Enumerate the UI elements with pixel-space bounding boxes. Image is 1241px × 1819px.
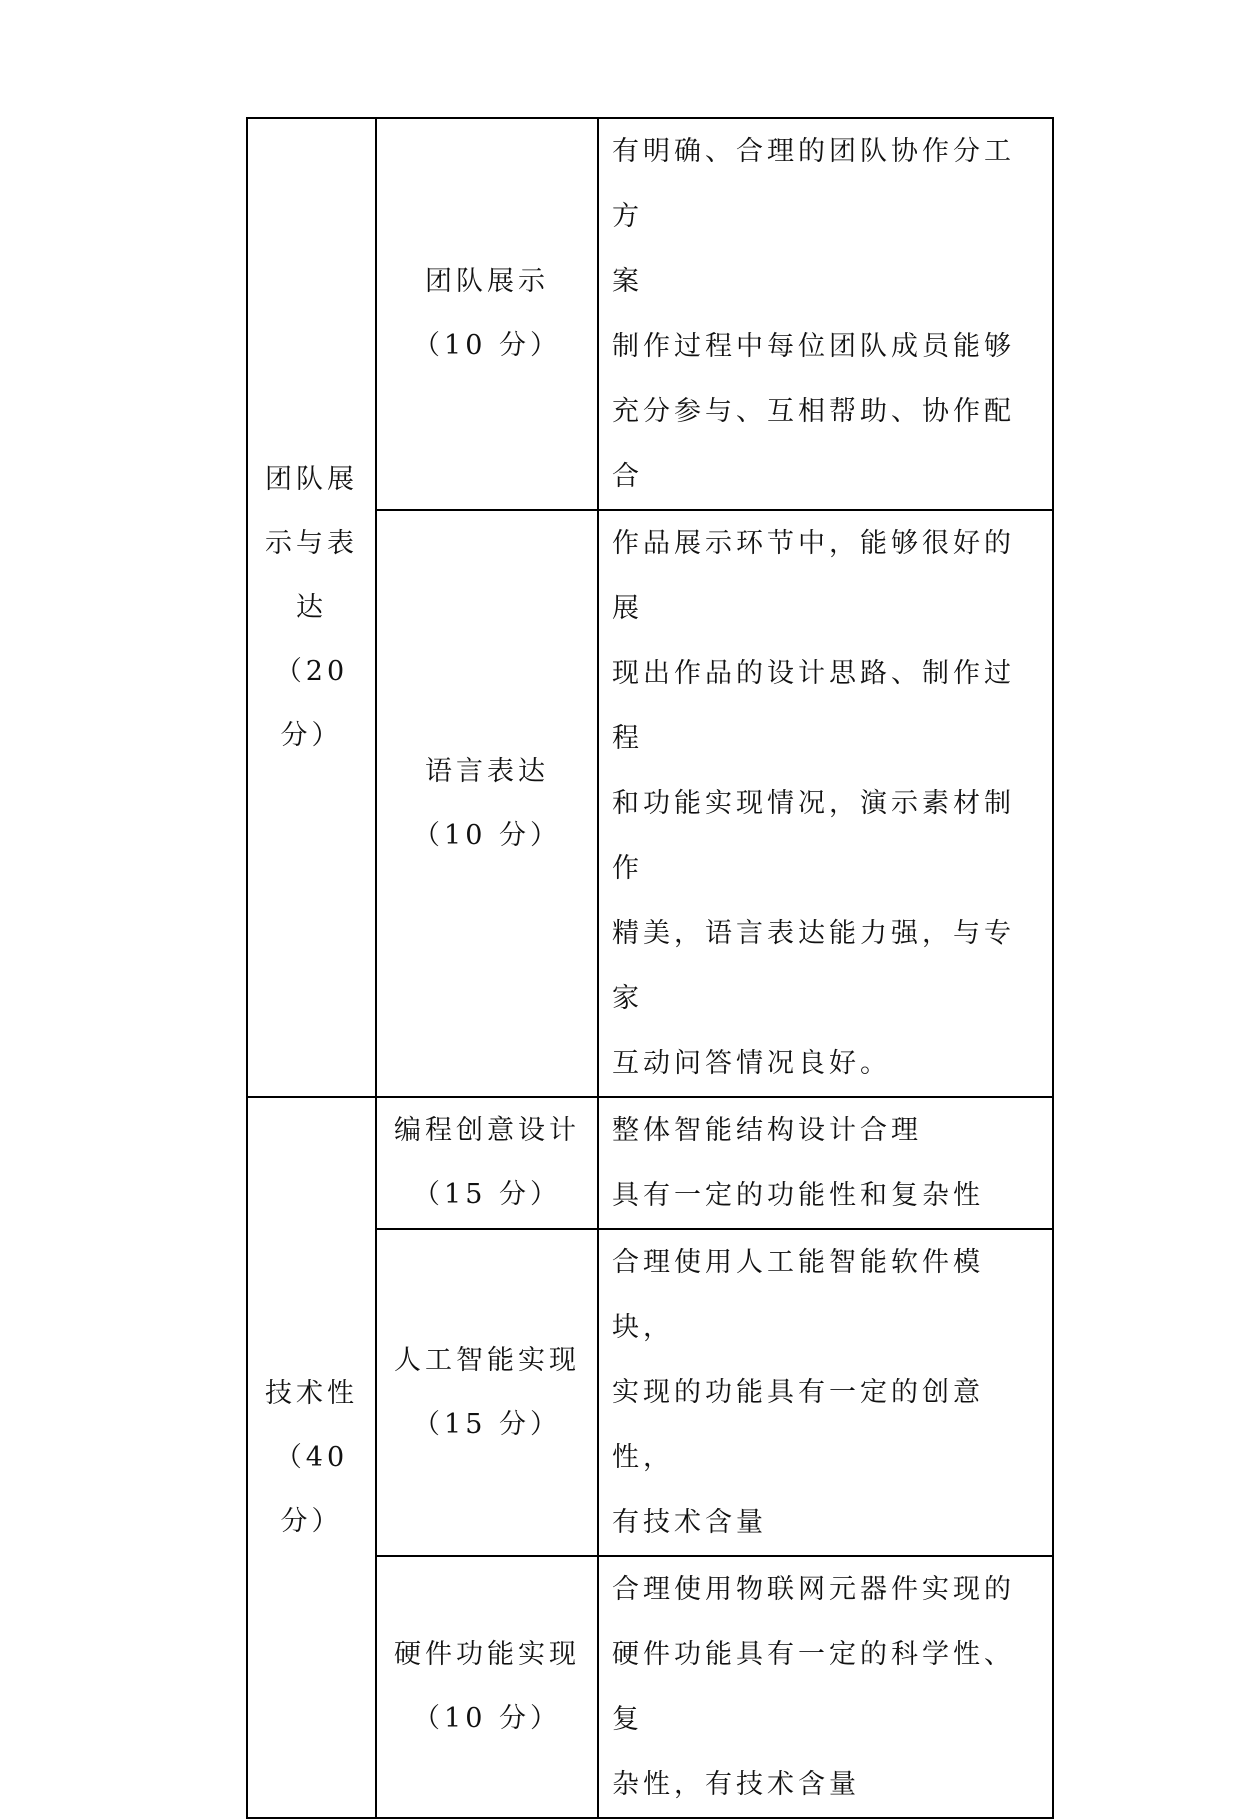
criterion-description: 合理使用物联网元器件实现的 硬件功能具有一定的科学性、复 杂性，有技术含量 [598, 1556, 1053, 1818]
criterion-language-expression: 语言表达 （10 分） [376, 510, 598, 1097]
criterion-description: 有明确、合理的团队协作分工方 案 制作过程中每位团队成员能够 充分参与、互相帮助、协作配合 [598, 118, 1053, 510]
table-row [247, 1097, 1053, 1229]
scoring-rubric-table [246, 117, 1054, 1819]
criterion-description: 合理使用人工能智能软件模块， 实现的功能具有一定的创意性， 有技术含量 [598, 1229, 1053, 1556]
criterion-team-show: 团队展示 （10 分） [376, 118, 598, 510]
category-team-presentation: 团队展 示与表 达 （20 分） [247, 118, 376, 1097]
criterion-hardware-implementation: 硬件功能实现 （10 分） [376, 1556, 598, 1818]
criterion-ai-implementation: 人工智能实现 （15 分） [376, 1229, 598, 1556]
category-technical: 技术性 （40 分） [247, 1097, 376, 1818]
table-row [247, 118, 1053, 510]
criterion-description: 作品展示环节中，能够很好的展 现出作品的设计思路、制作过程 和功能实现情况，演示素材制作 精美，语言表达能力强，与专家 互动问答情况良好。 [598, 510, 1053, 1097]
criterion-programming-design: 编程创意设计 （15 分） [376, 1097, 598, 1229]
criterion-description: 整体智能结构设计合理 具有一定的功能性和复杂性 [598, 1097, 1053, 1229]
